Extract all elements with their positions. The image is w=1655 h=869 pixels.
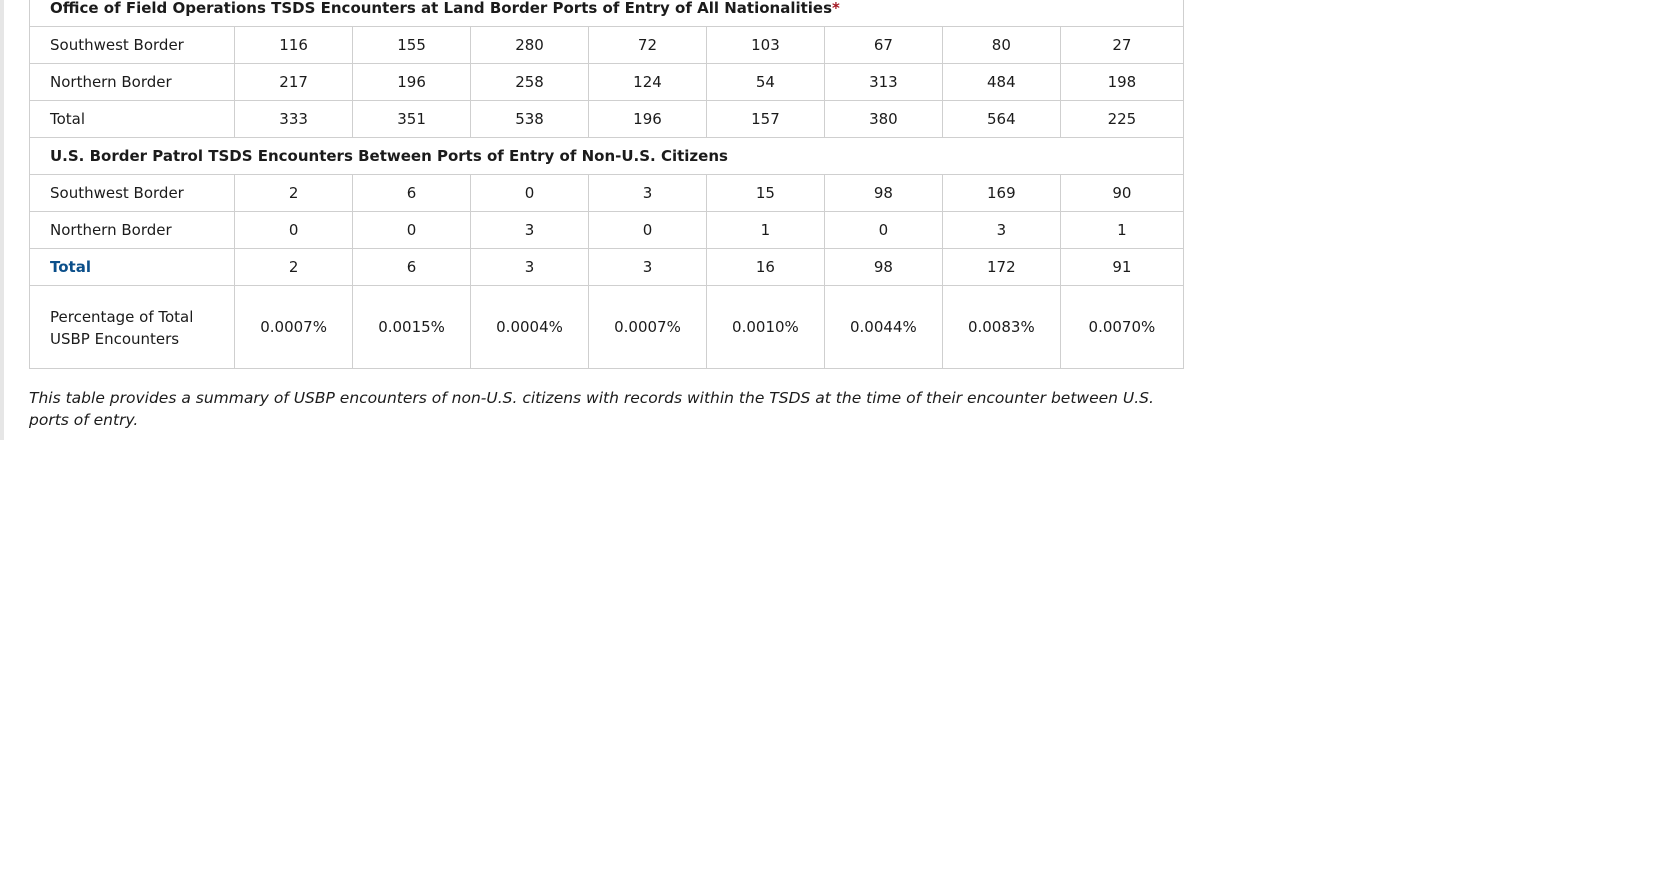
table-cell: 2 bbox=[235, 175, 353, 212]
row-label: Southwest Border bbox=[30, 27, 235, 64]
table-row bbox=[30, 175, 1184, 212]
table-cell: 27 bbox=[1060, 27, 1183, 64]
row-label-total: Total bbox=[30, 249, 235, 286]
table-cell: 98 bbox=[824, 175, 942, 212]
table-cell: 3 bbox=[589, 249, 707, 286]
table-cell: 1 bbox=[706, 212, 824, 249]
encounters-table bbox=[29, 0, 1184, 369]
table-cell: 169 bbox=[942, 175, 1060, 212]
row-label: Total bbox=[30, 101, 235, 138]
table-cell: 196 bbox=[353, 64, 471, 101]
table-cell: 0.0007% bbox=[589, 286, 707, 369]
row-label: Northern Border bbox=[30, 212, 235, 249]
table-row bbox=[30, 64, 1184, 101]
table-cell: 67 bbox=[824, 27, 942, 64]
table-cell: 0 bbox=[353, 212, 471, 249]
table-cell: 333 bbox=[235, 101, 353, 138]
section-heading-row-usbp bbox=[30, 138, 1184, 175]
table-cell: 124 bbox=[589, 64, 707, 101]
table-container bbox=[29, 0, 1184, 447]
table-cell: 225 bbox=[1060, 101, 1183, 138]
table-row bbox=[30, 27, 1184, 64]
table-cell: 0.0083% bbox=[942, 286, 1060, 369]
table-cell: 280 bbox=[471, 27, 589, 64]
table-cell: 564 bbox=[942, 101, 1060, 138]
table-cell: 54 bbox=[706, 64, 824, 101]
table-cell: 157 bbox=[706, 101, 824, 138]
table-row bbox=[30, 101, 1184, 138]
table-cell: 80 bbox=[942, 27, 1060, 64]
table-cell: 380 bbox=[824, 101, 942, 138]
table-cell: 0 bbox=[235, 212, 353, 249]
page-left-rule bbox=[0, 0, 4, 440]
table-cell: 0 bbox=[824, 212, 942, 249]
table-cell: 0.0044% bbox=[824, 286, 942, 369]
table-cell: 172 bbox=[942, 249, 1060, 286]
table-cell: 0.0010% bbox=[706, 286, 824, 369]
table-cell: 155 bbox=[353, 27, 471, 64]
table-cell: 217 bbox=[235, 64, 353, 101]
table-cell: 98 bbox=[824, 249, 942, 286]
table-cell: 0.0004% bbox=[471, 286, 589, 369]
row-label: Percentage of Total USBP Encounters bbox=[30, 286, 235, 369]
section-heading-row-ofo bbox=[30, 0, 1184, 27]
table-cell: 1 bbox=[1060, 212, 1183, 249]
table-cell: 3 bbox=[942, 212, 1060, 249]
table-cell: 0.0015% bbox=[353, 286, 471, 369]
section-heading-usbp: U.S. Border Patrol TSDS Encounters Between Ports of Entry of Non-U.S. Citizens bbox=[30, 138, 1184, 175]
table-cell: 0.0070% bbox=[1060, 286, 1183, 369]
table-cell: 196 bbox=[589, 101, 707, 138]
table-cell: 198 bbox=[1060, 64, 1183, 101]
table-row bbox=[30, 249, 1184, 286]
table-cell: 116 bbox=[235, 27, 353, 64]
table-cell: 6 bbox=[353, 249, 471, 286]
table-cell: 103 bbox=[706, 27, 824, 64]
section-heading-ofo bbox=[30, 0, 1184, 27]
table-cell: 15 bbox=[706, 175, 824, 212]
table-cell: 538 bbox=[471, 101, 589, 138]
table-row bbox=[30, 286, 1184, 369]
table-cell: 351 bbox=[353, 101, 471, 138]
table-cell: 3 bbox=[471, 212, 589, 249]
table-cell: 0 bbox=[471, 175, 589, 212]
table-cell: 3 bbox=[589, 175, 707, 212]
row-label: Northern Border bbox=[30, 64, 235, 101]
table-row bbox=[30, 212, 1184, 249]
table-cell: 91 bbox=[1060, 249, 1183, 286]
table-cell: 72 bbox=[589, 27, 707, 64]
table-cell: 3 bbox=[471, 249, 589, 286]
table-cell: 258 bbox=[471, 64, 589, 101]
section-heading-ofo-text: Office of Field Operations TSDS Encounters at Land Border Ports of Entry of All Nationalities bbox=[50, 0, 833, 17]
table-cell: 16 bbox=[706, 249, 824, 286]
table-cell: 2 bbox=[235, 249, 353, 286]
table-cell: 0 bbox=[589, 212, 707, 249]
table-caption: This table provides a summary of USBP encounters of non-U.S. citizens with records within the TSDS at the time of their encounter between U.S. ports of entry. bbox=[29, 389, 1154, 429]
table-cell: 484 bbox=[942, 64, 1060, 101]
table-cell: 0.0007% bbox=[235, 286, 353, 369]
footnote-asterisk: * bbox=[832, 0, 840, 17]
table-cell: 313 bbox=[824, 64, 942, 101]
row-label: Southwest Border bbox=[30, 175, 235, 212]
table-cell: 90 bbox=[1060, 175, 1183, 212]
table-cell: 6 bbox=[353, 175, 471, 212]
